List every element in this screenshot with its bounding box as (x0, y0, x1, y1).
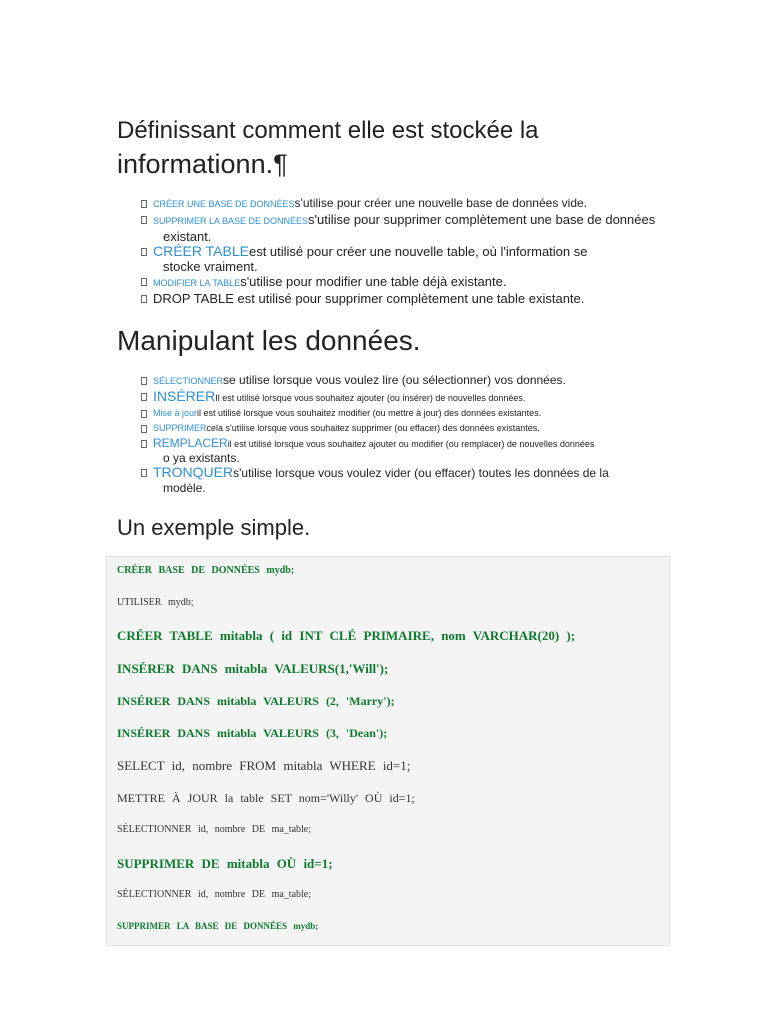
keyword: SUPPRIMER (153, 423, 207, 433)
code-line: CRÉER BASE DE DONNÉES mydb; (117, 565, 295, 576)
keyword: INSÉRER (153, 388, 216, 404)
item-text: s'utilise pour supprimer complètement une base de données (308, 212, 656, 227)
code-block (106, 556, 670, 946)
bullet-box-icon (141, 469, 147, 477)
code-line: SUPPRIMER LA BASE DE DONNÉES mydb; (117, 921, 319, 931)
bullet-box-icon (141, 200, 147, 208)
item-text: s'utilise lorsque vous voulez vider (ou effacer) toutes les données de la (233, 466, 609, 480)
item-text: il est utilisé lorsque vous souhaitez modifier (ou mettre à jour) des données existantes. (197, 408, 542, 418)
code-line: SELECT id, nombre FROM mitabla WHERE id=1; (117, 758, 411, 773)
bullet-box-icon (141, 410, 147, 418)
list-item (141, 212, 655, 244)
bullet-box-icon (141, 377, 147, 385)
item-text: se utilise lorsque vous voulez lire (ou sélectionner) vos données. (223, 373, 566, 387)
section-heading-storage: Définissant comment elle est stockée la (117, 117, 539, 144)
keyword: CRÉER TABLE (153, 243, 249, 259)
code-line: SUPPRIMER DE mitabla OÙ id=1; (117, 856, 333, 871)
list-item (141, 244, 655, 274)
list-item (141, 436, 609, 465)
section-heading-manipulation: Manipulant les données. (117, 325, 421, 356)
code-line: METTRE À JOUR la table SET nom='Willy' OÙ id=1; (117, 791, 415, 805)
list-item (141, 406, 609, 421)
item-text: il est utilisé lorsque vous souhaitez ajouter ou modifier (ou remplacer) de nouvelles données (227, 439, 595, 449)
code-line: INSÉRER DANS mitabla VALEURS(1,'Will'); (117, 661, 389, 676)
code-line: SÉLECTIONNER id, nombre DE ma_table; (117, 889, 312, 900)
item-text-cont: stocke vraiment. (163, 259, 258, 274)
list-item (141, 465, 609, 496)
item-text: s'utilise pour modifier une table déjà existante. (240, 274, 507, 289)
bullet-box-icon (141, 440, 147, 448)
keyword: SUPPRIMER LA BASE DE DONNÉES (153, 216, 309, 226)
list-item (141, 373, 609, 389)
keyword: REMPLACER (153, 436, 228, 450)
code-line: INSÉRER DANS mitabla VALEURS (2, 'Marry'); (117, 694, 395, 708)
list-item (141, 274, 655, 291)
bullet-box-icon (141, 216, 147, 224)
section-heading-storage-cont: informationn.¶ (117, 149, 288, 179)
code-line: INSÉRER DANS mitabla VALEURS (3, 'Dean'); (117, 726, 388, 740)
item-text-cont: existant. (163, 229, 212, 244)
keyword: TRONQUER (153, 464, 234, 480)
code-line: CRÉER TABLE mitabla ( id INT CLÉ PRIMAIRE, nom VARCHAR(20) ); (117, 628, 576, 643)
keyword: SÉLECTIONNER (153, 376, 224, 386)
ddl-list (141, 196, 655, 306)
bullet-box-icon (141, 295, 147, 303)
dml-list (141, 373, 609, 496)
item-text: s'utilise pour créer une nouvelle base de données vide. (294, 196, 588, 210)
item-text: DROP TABLE est utilisé pour supprimer complètement une table existante. (153, 291, 585, 306)
list-item (141, 421, 609, 436)
code-line: UTILISER mydb; (117, 597, 194, 608)
item-text-cont: o ya existants. (163, 451, 240, 465)
code-line: SÉLECTIONNER id, nombre DE ma_table; (117, 824, 312, 835)
list-item (141, 389, 609, 406)
bullet-box-icon (141, 393, 147, 401)
list-item (141, 291, 655, 306)
list-item (141, 196, 655, 212)
keyword: MODIFIER LA TABLE (153, 278, 241, 288)
section-heading-example: Un exemple simple. (117, 515, 311, 540)
bullet-box-icon (141, 278, 147, 286)
keyword: Mise à jour (153, 408, 198, 418)
item-text: est utilisé pour créer une nouvelle table, où l'information se (248, 244, 588, 259)
item-text-cont: modèle. (163, 481, 206, 495)
bullet-box-icon (141, 425, 147, 433)
bullet-box-icon (141, 248, 147, 256)
item-text: cela s'utilise lorsque vous souhaitez supprimer (ou effacer) des données existantes. (206, 423, 540, 433)
item-text: Il est utilisé lorsque vous souhaitez ajouter (ou insérer) de nouvelles données. (215, 393, 526, 403)
keyword: CRÉER UNE BASE DE DONNÉES (153, 199, 295, 209)
